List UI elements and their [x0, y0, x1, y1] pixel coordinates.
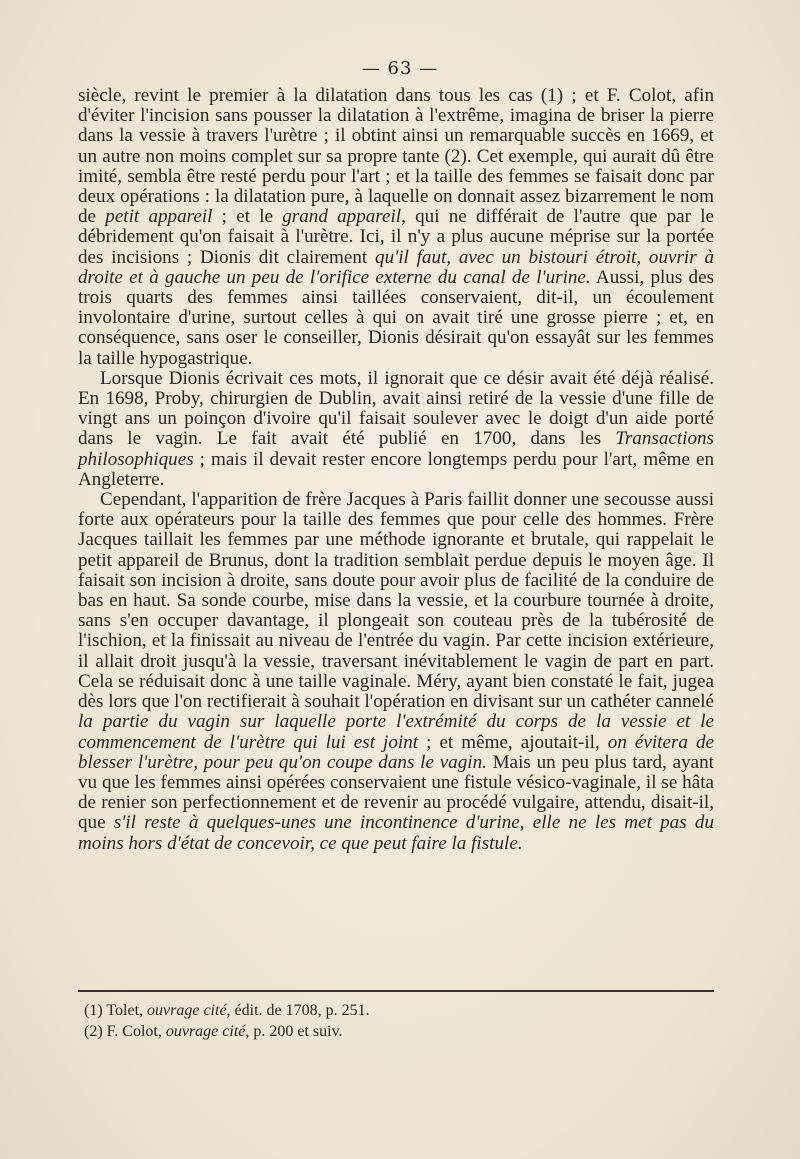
footnote: (2) F. Colot, ouvrage cité, p. 200 et suiv. — [84, 1023, 343, 1040]
page-number: — 63 — — [361, 58, 439, 79]
italic-run: grand appareil — [282, 206, 402, 228]
footnote: (1) Tolet, ouvrage cité, édit. de 1708, p. 251. — [84, 1002, 370, 1019]
italic-run: on évitera de blesser l'urètre, pour peu qu'on coupe dans le vagin. — [78, 731, 714, 773]
paragraph: siècle, revint le premier à la dilatation dans tous les cas (1) ; et F. Colot, afin d'éviter l'incision sans pousser la dilatation à l'extrême, imagina de briser la pierre dans la vessie à travers l'urètre ; il obtint ainsi un remarquable succès en 1669, et un autre non moins complet sur sa propre tante (2). Cet exemple, qui aurait dû être imité, sembla être resté perdu pour l'art ; et la taille des femmes se faisait donc par deux opérations : la dilatation pure, à laquelle on donnait assez bizarrement le nom de petit appareil ; et le grand appareil, qui ne différait de l'autre que par le débridement qu'on faisait à l'urètre. Ici, il n'y a plus aucune méprise sur la portée des incisions ; Dionis dit clairement qu'il faut, avec un bistouri étroit, ouvrir à droite et à gauche un peu de l'orifice externe du canal de l'urine. Aussi, plus des trois quarts des femmes ainsi taillées conservaient, dit-il, un écoulement involontaire d'urine, surtout celles à qui on avait tiré une grosse pierre ; et, en conséquence, sans oser le conseiller, Dionis désirait qu'on essayât sur les femmes la taille hypogastrique. — [78, 85, 714, 369]
footnote-divider — [78, 990, 714, 992]
italic-run: petit appareil — [105, 206, 213, 228]
italic-run: ouvrage cité — [165, 1023, 246, 1040]
italic-run: qu'il faut, avec un bistouri étroit, ouvrir à droite et à gauche un peu de l'orifice externe du canal de l'urine. — [78, 246, 714, 288]
italic-run: Transactions philosophiques — [78, 428, 714, 470]
italic-run: ouvrage cité — [147, 1002, 227, 1019]
body-text — [78, 86, 714, 854]
paragraph: Lorsque Dionis écrivait ces mots, il ignorait que ce désir avait été déjà réalisé. En 1698, Proby, chirurgien de Dublin, avait ainsi retiré de la vessie d'une fille de vingt ans un poinçon d'ivoire qu'il faisait soulever avec le doigt d'un aide porté dans le vagin. Le fait avait été publié en 1700, dans les Transactions philosophiques ; mais il devait rester encore longtemps perdu pour l'art, même en Angleterre. — [78, 367, 714, 490]
paragraph: Cependant, l'apparition de frère Jacques à Paris faillit donner une secousse aussi forte aux opérateurs pour la taille des femmes que pour celle des hommes. Frère Jacques taillait les femmes par une méthode ignorante et brutale, qui rappelait le petit appareil de Brunus, dont la tradition semblait perdue depuis le moyen âge. Il faisait son incision à droite, sans doute pour avoir plus de facilité de la conduire de bas en haut. Sa sonde courbe, mise dans la vessie, et la courbure tournée à droite, sans s'en occuper davantage, il plongeait son couteau près de la tubérosité de l'ischion, et la finissait au niveau de l'entrée du vagin. Par cette incision extérieure, il allait droit jusqu'à la vessie, traversant inévitablement le vagin de part en part. Cela se réduisait donc à une taille vaginale. Méry, ayant bien constaté le fait, jugea dès lors que l'on rectifierait à souhait l'opération en divisant sur un cathéter cannelé la partie du vagin sur laquelle porte l'extrémité du corps de la vessie et le commencement de l'urètre qui lui est joint ; et même, ajoutait-il, on évitera de blesser l'urètre, pour peu qu'on coupe dans le vagin. Mais un peu plus tard, ayant vu que les femmes ainsi opérées conservaient une fistule vésico-vaginale, il se hâta de renier son perfectionnement et de revenir au procédé vulgaire, attendu, disait-il, que s'il reste à quelques-unes une incontinence d'urine, elle ne les met pas du moins hors d'état de concevoir, ce que peut faire la fistule. — [78, 489, 715, 854]
footnotes — [84, 1000, 704, 1042]
italic-run: la partie du vagin sur laquelle porte l'extrémité du corps de la vessie et le commencement de l'urètre qui lui est joint — [78, 711, 714, 753]
italic-run: s'il reste à quelques-unes une incontinence d'urine, elle ne les met pas du moins hors d'état de concevoir, ce que peut faire la fistule. — [78, 812, 715, 854]
